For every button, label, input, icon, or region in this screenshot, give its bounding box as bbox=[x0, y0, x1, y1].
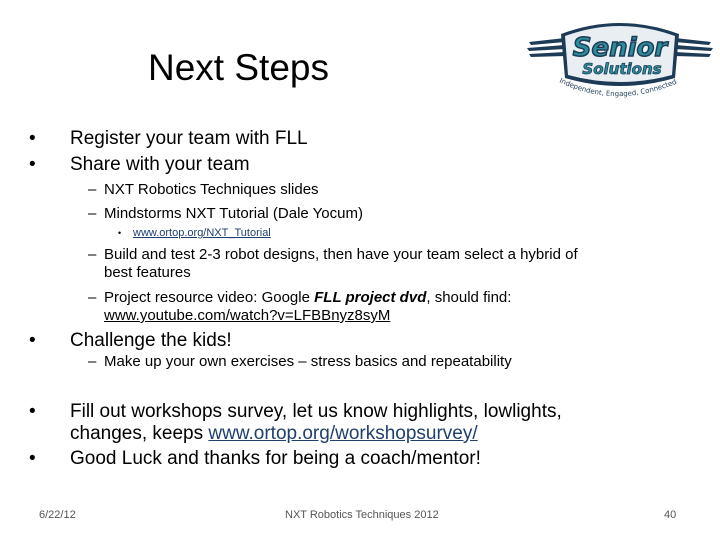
footer-date: 6/22/12 bbox=[39, 509, 76, 521]
survey-prefix: changes, keeps bbox=[70, 423, 209, 444]
slide-title: Next Steps bbox=[148, 47, 329, 88]
bullet-dot-small: • bbox=[118, 228, 122, 238]
bullet-slides: NXT Robotics Techniques slides bbox=[104, 181, 319, 198]
bullet-survey-line1: Fill out workshops survey, let us know highlights, lowlights, bbox=[70, 401, 562, 422]
logo-graphic bbox=[525, 14, 715, 106]
footer-page-number: 40 bbox=[664, 509, 677, 521]
bullet-challenge: Challenge the kids! bbox=[70, 330, 232, 351]
bullet-survey-line2 bbox=[70, 422, 478, 446]
senior-solutions-logo bbox=[525, 14, 715, 106]
bullet-exercises: Make up your own exercises – stress basics and repeatability bbox=[104, 353, 512, 370]
survey-link[interactable]: www.ortop.org/workshopsurvey/ bbox=[208, 423, 478, 444]
bullet-dot: • bbox=[29, 448, 36, 469]
video-link[interactable]: www.youtube.com/watch?v=LFBBnyz8syM bbox=[104, 307, 391, 324]
bullet-luck: Good Luck and thanks for being a coach/mentor! bbox=[70, 448, 481, 469]
logo-tagline-path: Independent, Engaged, Connected bbox=[558, 76, 678, 99]
bullet-register: Register your team with FLL bbox=[70, 128, 308, 149]
bullet-dash: – bbox=[88, 205, 97, 222]
video-suffix: , should find: bbox=[426, 289, 512, 306]
bullet-share: Share with your team bbox=[70, 154, 250, 175]
bullet-dash: – bbox=[88, 353, 97, 370]
footer-center: NXT Robotics Techniques 2012 bbox=[285, 509, 439, 521]
logo-word-top: Senior bbox=[572, 33, 668, 63]
bullet-video bbox=[104, 288, 511, 307]
bullet-tutorial: Mindstorms NXT Tutorial (Dale Yocum) bbox=[104, 205, 363, 222]
bullet-build-line2: best features bbox=[104, 264, 191, 281]
bullet-dot: • bbox=[29, 128, 36, 149]
bullet-dash: – bbox=[88, 246, 97, 263]
bullet-dot: • bbox=[29, 330, 36, 351]
bullet-dash: – bbox=[88, 289, 97, 306]
bullet-dot: • bbox=[29, 401, 36, 422]
bullet-dot: • bbox=[29, 154, 36, 175]
logo-word-bottom: Solutions bbox=[582, 60, 662, 78]
video-prefix: Project resource video: Google bbox=[104, 289, 315, 306]
tutorial-link[interactable]: www.ortop.org/NXT_Tutorial bbox=[133, 227, 271, 239]
bullet-build-line1: Build and test 2-3 robot designs, then have your team select a hybrid of bbox=[104, 246, 578, 263]
video-emph: FLL project dvd bbox=[314, 289, 427, 306]
bullet-dash: – bbox=[88, 181, 97, 198]
